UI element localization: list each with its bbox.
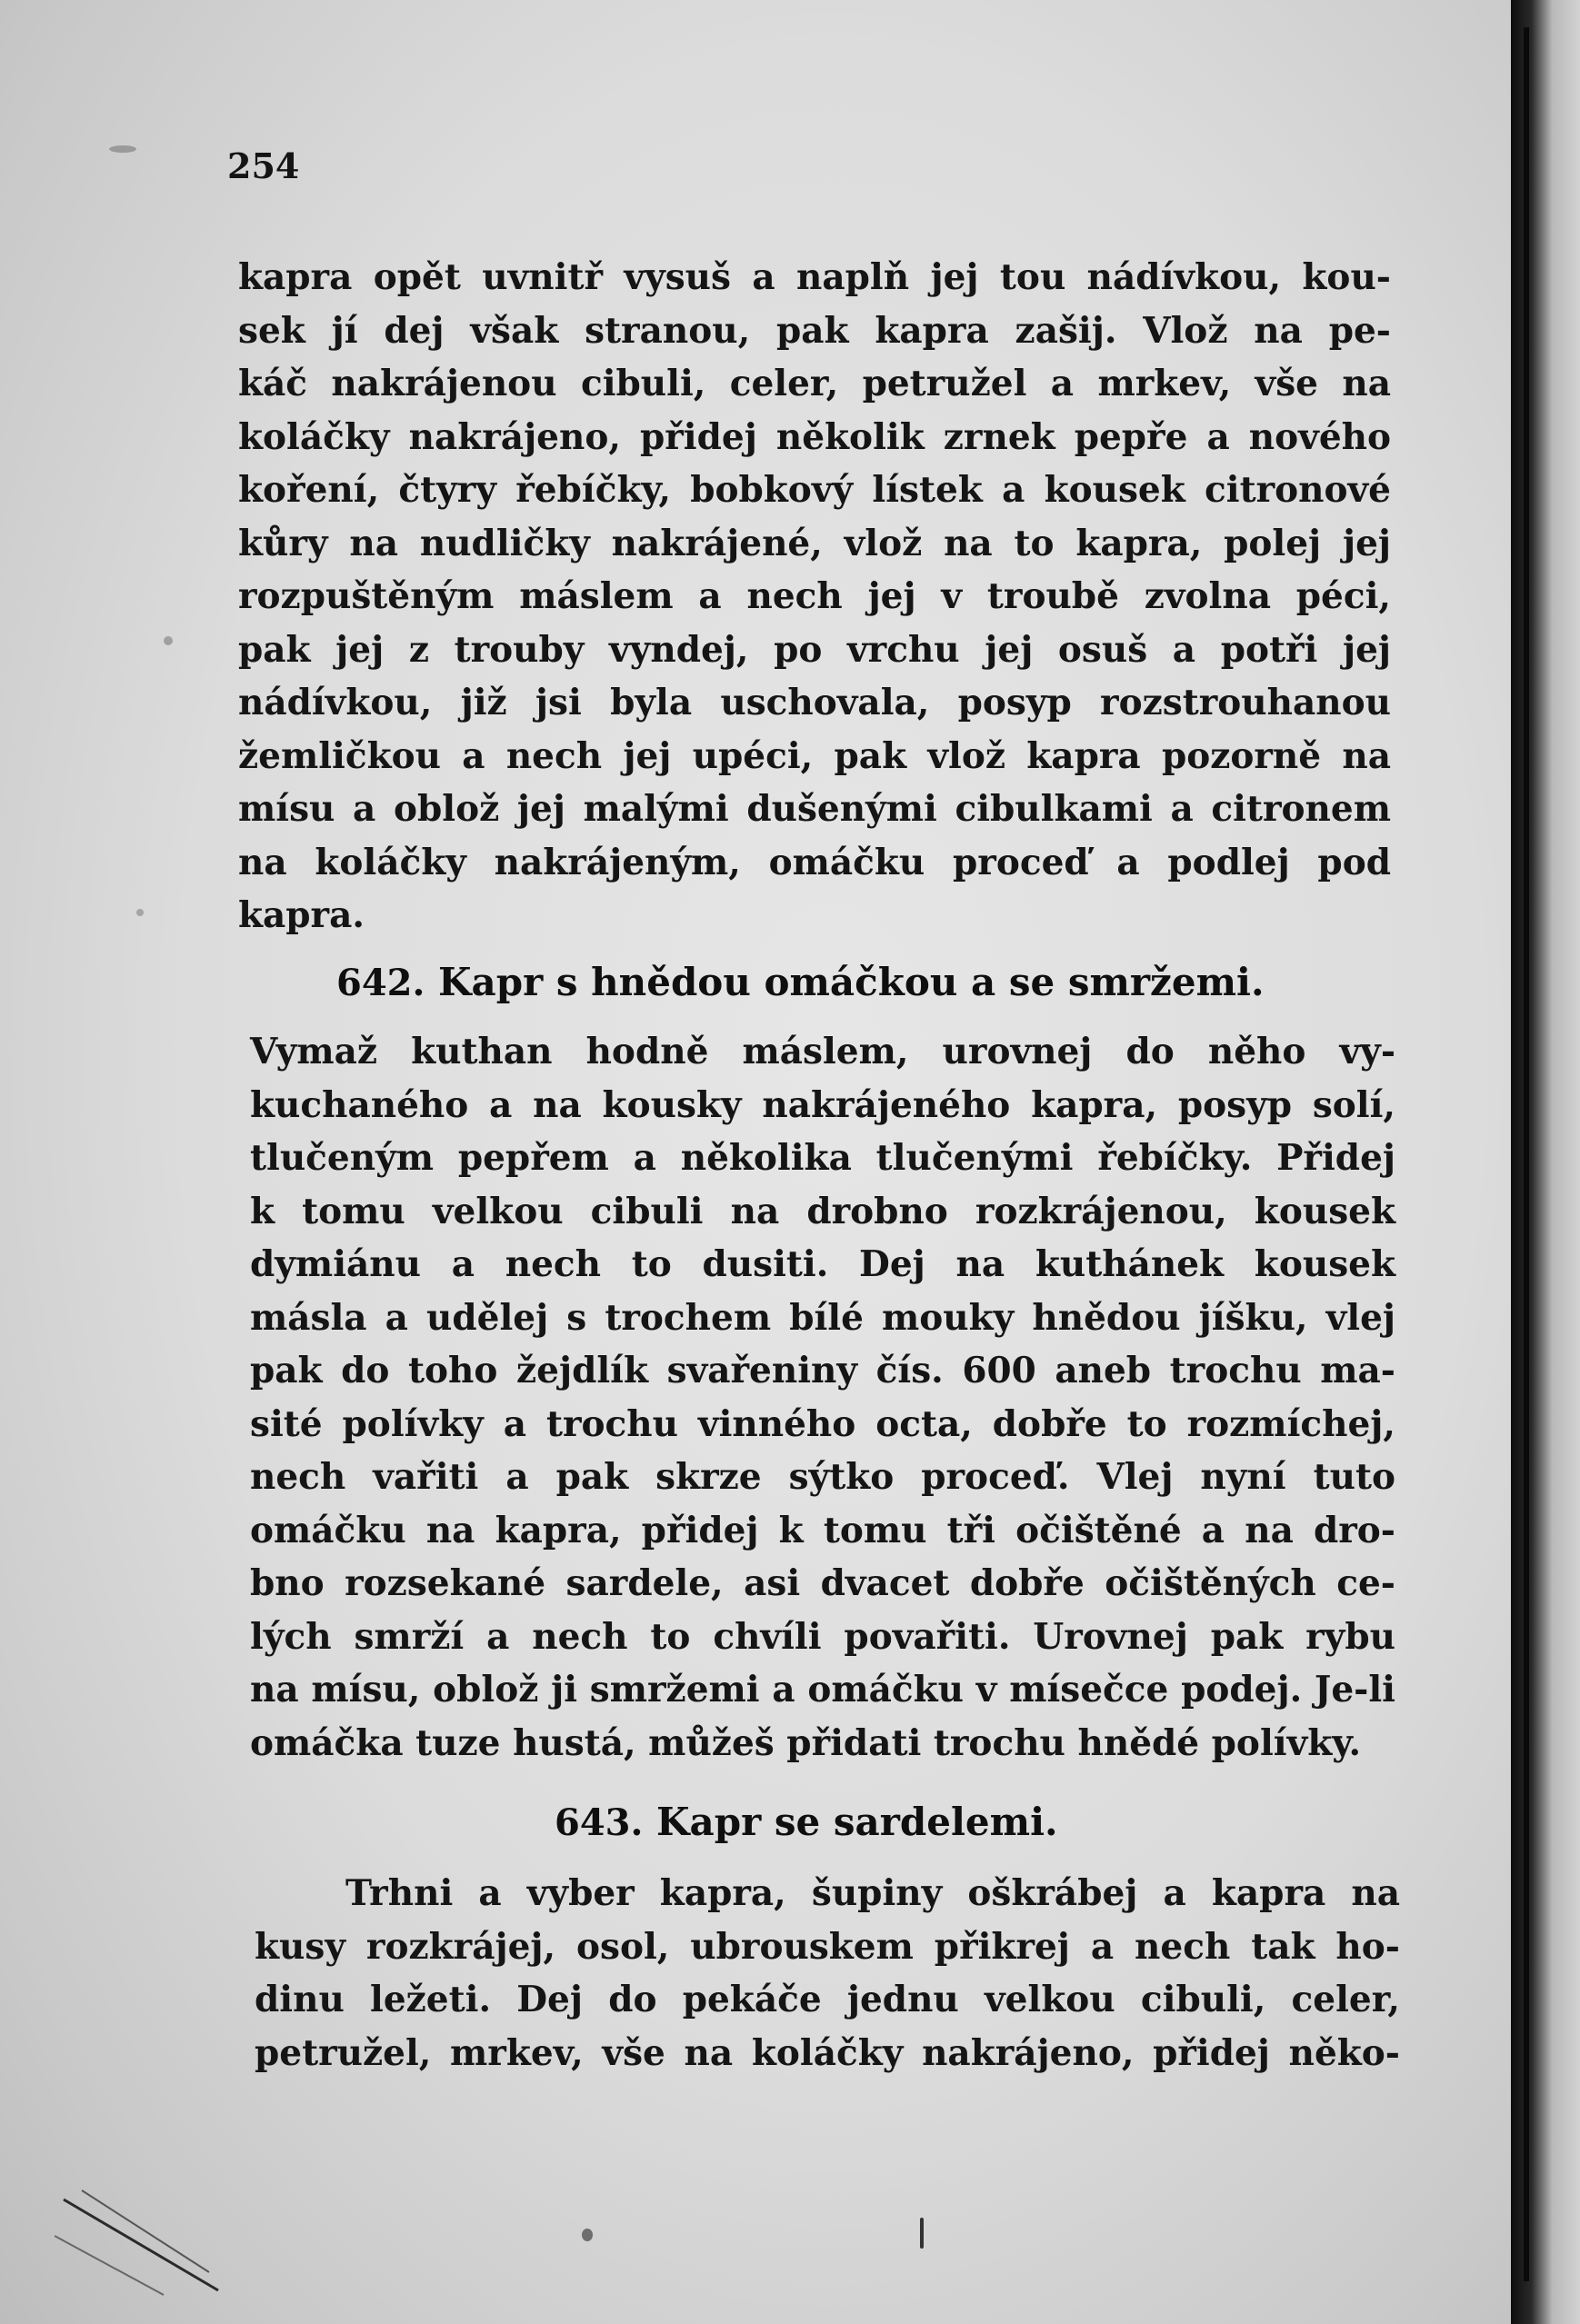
text-line: tlučeným pepřem a několika tlučenými řebíčky. Přidej — [250, 1137, 1395, 1179]
text-line: koláčky nakrájeno, přidej několik zrnek pepře a nového — [238, 415, 1391, 458]
text-line: pak do toho žejdlík svařeniny čís. 600 aneb trochu ma- — [250, 1350, 1395, 1391]
page-number: 254 — [227, 145, 300, 186]
scratch-line — [55, 2236, 164, 2295]
text-line: kůry na nudličky nakrájené, vlož na to kapra, polej jej — [238, 522, 1391, 564]
scan-speck — [164, 636, 173, 645]
text-line: rozpuštěným máslem a nech jej v troubě zvolna péci, — [238, 575, 1391, 617]
text-line: lých smrží a nech to chvíli povařiti. Urovnej pak rybu — [250, 1615, 1395, 1658]
scan-speck — [920, 2218, 924, 2249]
text-line: káč nakrájenou cibuli, celer, petružel a mrkev, vše na — [238, 363, 1391, 404]
text-line: sek jí dej však stranou, pak kapra zašij. Vlož na pe- — [238, 309, 1391, 352]
text-line: pak jej z trouby vyndej, po vrchu jej osuš a potři jej — [238, 628, 1391, 671]
recipe-643-heading — [555, 1800, 1058, 1844]
recipe-642-paragraph — [250, 1025, 1395, 1770]
recipe-643-number: 643. — [555, 1801, 644, 1844]
scan-scratch-marks — [55, 2181, 291, 2299]
text-line: žemličkou a nech jej upéci, pak vlož kapra pozorně na — [238, 734, 1391, 777]
text-line: omáčka tuze hustá, můžeš přidati trochu hnědé polívky. — [250, 1721, 1362, 1764]
text-line: bno rozsekané sardele, asi dvacet dobře očištěných ce- — [250, 1562, 1395, 1604]
text-line: petružel, mrkev, vše na koláčky nakrájeno, přidej něko- — [255, 2031, 1400, 2074]
recipe-643-title: Kapr se sardelemi. — [656, 1800, 1058, 1844]
text-line: kapra. — [238, 894, 365, 936]
recipe-642-heading — [336, 960, 1265, 1004]
text-line: Vymaž kuthan hodně máslem, urovnej do něho vy- — [250, 1031, 1395, 1072]
recipe-642-number: 642. — [336, 962, 425, 1004]
text-line: omáčku na kapra, přidej k tomu tři očištěné a na dro- — [250, 1509, 1395, 1551]
book-gutter-edge — [1511, 0, 1580, 2324]
text-line: mísu a oblož jej malými dušenými cibulkami a citronem — [238, 788, 1391, 830]
book-gutter-line — [1524, 27, 1529, 2281]
text-line: koření, čtyry řebíčky, bobkový lístek a kousek citronové — [238, 469, 1391, 511]
text-line: másla a udělej s trochem bílé mouky hnědou jíšku, vlej — [250, 1296, 1395, 1339]
text-line: na koláčky nakrájeným, omáčku proceď a podlej pod — [238, 841, 1391, 883]
continuation-paragraph — [238, 251, 1391, 943]
text-line: dymiánu a nech to dusiti. Dej na kuthánek kousek — [250, 1243, 1395, 1285]
scan-speck — [582, 2229, 593, 2241]
text-line: dinu ležeti. Dej do pekáče jednu velkou cibuli, celer, — [255, 1979, 1400, 2020]
text-line: k tomu velkou cibuli na drobno rozkrájenou, kousek — [250, 1190, 1395, 1232]
text-line: na mísu, oblož ji smržemi a omáčku v mísečce podej. Je-li — [250, 1669, 1395, 1711]
text-line: nech vařiti a pak skrze sýtko proceď. Vlej nyní tuto — [250, 1456, 1395, 1498]
text-line: kapra opět uvnitř vysuš a naplň jej tou nádívkou, kou- — [238, 256, 1391, 298]
text-line: nádívkou, již jsi byla uschovala, posyp rozstrouhanou — [238, 682, 1391, 723]
scratch-line — [64, 2199, 218, 2290]
text-line: sité polívky a trochu vinného octa, dobře to rozmíchej, — [250, 1402, 1395, 1445]
recipe-642-title: Kapr s hnědou omáčkou a se smržemi. — [438, 960, 1265, 1004]
text-line: Trhni a vyber kapra, šupiny oškrábej a kapra na — [345, 1872, 1400, 1914]
scan-speck — [136, 909, 144, 916]
recipe-643-paragraph — [255, 1867, 1400, 2080]
text-line: kusy rozkrájej, osol, ubrouskem přikrej a nech tak ho- — [255, 1925, 1400, 1968]
scan-speck — [109, 145, 136, 153]
text-line: kuchaného a na kousky nakrájeného kapra, posyp solí, — [250, 1083, 1395, 1126]
